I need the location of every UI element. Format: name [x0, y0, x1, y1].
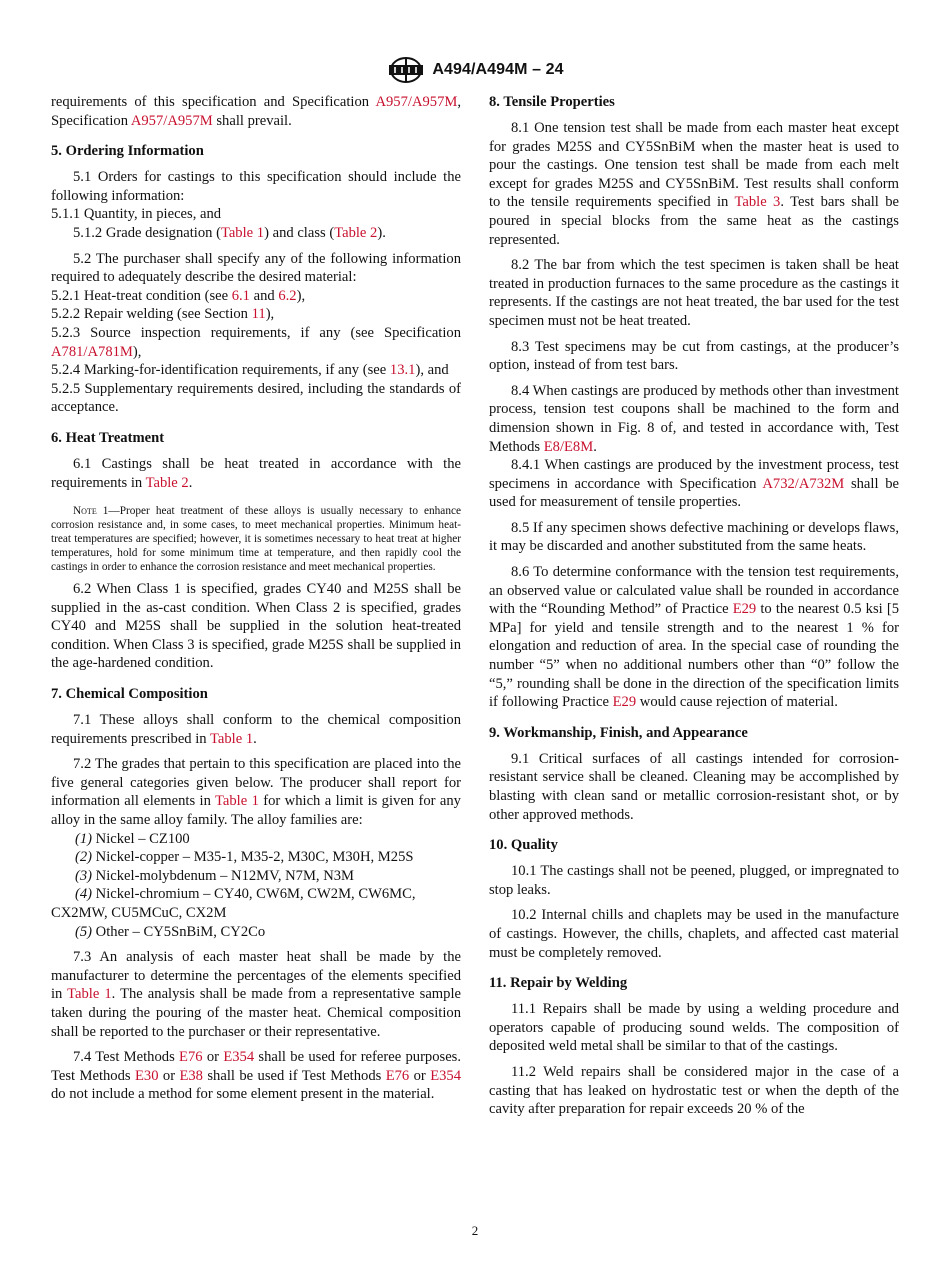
- link-e29[interactable]: E29: [612, 694, 637, 711]
- alloy-family-item: (4) Nickel-chromium – CY40, CW6M, CW2M, CW6MC, CX2MW, CU5MCuC, CX2M: [51, 886, 416, 921]
- paragraph-11-2: 11.2 Weld repairs shall be considered major in the case of a casting that has leaked on hydrostatic test or when the depth of the cavity after preparation for repair exceeds 20 % of the: [489, 1063, 899, 1118]
- section-heading-10: 10. Quality: [489, 837, 558, 854]
- page-number: 2: [471, 1223, 479, 1238]
- intro-paragraph: requirements of this specification and Specification A957/A957M, Specification A957/A957M shall prevail.: [51, 94, 461, 129]
- right-column: [489, 93, 899, 1126]
- link-6-2[interactable]: 6.2: [278, 287, 297, 304]
- section-heading-7: 7. Chemical Composition: [51, 686, 208, 703]
- paragraph-10-2: 10.2 Internal chills and chaplets may be used in the manufacture of castings. However, the chills, chaplets, and affected cast material must be completely removed.: [489, 907, 899, 961]
- link-e354[interactable]: E354: [223, 1049, 255, 1066]
- alloy-family-item: (1) Nickel – CZ100: [75, 830, 190, 847]
- link-section-11[interactable]: 11: [251, 306, 266, 323]
- section-heading-11: 11. Repair by Welding: [489, 975, 628, 992]
- link-table-2[interactable]: Table 2: [334, 224, 378, 241]
- paragraph-7-3: 7.3 An analysis of each master heat shall be made by the manufacturer to determine the percentages of the elements specified in Table 1. The analysis shall be made from a representative sample taken during the pouring of the master heat. Chemical composition shall be reported to the purchaser or their representative.: [51, 949, 461, 1040]
- paragraph-5-1-2: 5.1.2 Grade designation (Table 1) and class (Table 2).: [73, 224, 386, 241]
- link-a957[interactable]: A957/A957M: [375, 94, 458, 110]
- link-table-1[interactable]: Table 1: [210, 730, 254, 747]
- alloy-family-item: (3) Nickel-molybdenum – N12MV, N7M, N3M: [75, 867, 355, 884]
- paragraph-10-1: 10.1 The castings shall not be peened, plugged, or impregnated to stop leaks.: [489, 863, 899, 898]
- link-13-1[interactable]: 13.1: [389, 362, 416, 379]
- link-table-3[interactable]: Table 3: [734, 194, 781, 211]
- paragraph-8-1: 8.1 One tension test shall be made from each master heat except for grades M25S and CY5SnBiM when the master heat is used to pour the castings. One tension test shall be made from each melt except for grades M25S and CY5SnBiM. Test results shall conform to the tensile requirements specified in Table 3. Test bars shall be poured in special blocks from the same heat as the castings represented.: [489, 120, 899, 248]
- paragraph-6-1: 6.1 Castings shall be heat treated in accordance with the requirements in Table 2.: [51, 455, 461, 491]
- section-heading-9: 9. Workmanship, Finish, and Appearance: [489, 724, 748, 741]
- paragraph-8-5: 8.5 If any specimen shows defective machining or develops flaws, it may be discarded and another substituted from the same heats.: [489, 519, 899, 555]
- paragraph-6-2: 6.2 When Class 1 is specified, grades CY40 and M25S shall be supplied in the as-cast condition. When Class 2 is specified, grades CY40 and M25S shall be supplied in the solution heat-treated condition. When Class 3 is specified, grade M25S shall be supplied in the age-hardened condition.: [51, 581, 461, 672]
- link-a957[interactable]: A957/A957M: [130, 112, 213, 129]
- link-table-1[interactable]: Table 1: [220, 224, 265, 241]
- note-1: Note 1—Proper heat treatment of these alloys is usually necessary to enhance corrosion resistance and, in some cases, to meet mechanical properties. Minimum heat-treat temperatures are specified; however, it is sometimes necessary to heat treat at higher temperatures, hold for some minimum time at temperature, and then rapidly cool the castings in order to enhance the corrosion resistance and meet mechanical properties.: [51, 505, 461, 574]
- paragraph-8-4: 8.4 When castings are produced by methods other than investment process, tension test coupons shall be machined to the form and dimension shown in Fig. 8 of, and tested in accordance with, Test Methods E8/E8M.: [489, 382, 899, 455]
- paragraph-5-2-5: 5.2.5 Supplementary requirements desired, including the standards of acceptance.: [51, 380, 461, 416]
- link-e29[interactable]: E29: [732, 601, 757, 618]
- link-6-1[interactable]: 6.1: [231, 287, 250, 304]
- paragraph-7-4: 7.4 Test Methods E76 or E354 shall be used for referee purposes. Test Methods E30 or E38 shall be used if Test Methods E76 or E354 do not include a method for some element present in the material.: [51, 1049, 462, 1103]
- link-e38[interactable]: E38: [179, 1067, 203, 1084]
- paragraph-7-1: 7.1 These alloys shall conform to the chemical composition requirements prescribed in Table 1.: [51, 712, 461, 747]
- paragraph-5-1: 5.1 Orders for castings to this specification should include the following information:: [51, 169, 461, 204]
- section-heading-5: 5. Ordering Information: [51, 143, 204, 160]
- link-table-1[interactable]: Table 1: [67, 986, 112, 1003]
- paragraph-11-1: 11.1 Repairs shall be made by using a welding procedure and operators capable of producing sound welds. The composition of deposited weld metal shall be similar to that of the castings.: [489, 1001, 899, 1055]
- link-a732[interactable]: A732/A732M: [762, 475, 845, 492]
- link-e354[interactable]: E354: [430, 1067, 461, 1084]
- page-header: [0, 56, 950, 84]
- paragraph-5-2-1: 5.2.1 Heat-treat condition (see 6.1 and 6.2),: [51, 287, 306, 304]
- paragraph-8-4-1: 8.4.1 When castings are produced by the investment process, test specimens in accordance with Specification A732/A732M shall be used for measurement of tensile properties.: [489, 457, 899, 511]
- paragraph-5-2: 5.2 The purchaser shall specify any of the following information required to adequately describe the desired material:: [51, 250, 461, 286]
- note-label: Note 1: [73, 505, 109, 518]
- paragraph-5-2-3: 5.2.3 Source inspection requirements, if any (see Specification A781/A781M),: [51, 324, 461, 360]
- left-column: [51, 93, 461, 1111]
- paragraph-7-2: 7.2 The grades that pertain to this specification are placed into the five general categories given below. The producer shall report for information all elements in Table 1 for which a limit is given for any alloy in the same alloy family. The alloy families are:: [51, 756, 461, 829]
- link-e30[interactable]: E30: [134, 1067, 159, 1084]
- section-heading-6: 6. Heat Treatment: [51, 429, 165, 446]
- paragraph-5-2-2: 5.2.2 Repair welding (see Section 11),: [51, 306, 275, 323]
- document-designation: A494/A494M – 24: [432, 60, 564, 78]
- link-e8[interactable]: E8/E8M: [543, 438, 594, 455]
- alloy-family-item: (5) Other – CY5SnBiM, CY2Co: [75, 923, 266, 940]
- paragraph-9-1: 9.1 Critical surfaces of all castings intended for corrosion-resistant service shall be cleaned. Cleaning may be accomplished by blasting with clean sand or metallic corrosion-resistant shot, or by other approved methods.: [489, 750, 899, 823]
- paragraph-8-2: 8.2 The bar from which the test specimen is taken shall be heat treated in production furnaces to the same procedure as the castings it represents. If the castings are not heat treated, the bar used for the test specimen must not be heat treated.: [489, 257, 899, 329]
- paragraph-5-2-4: 5.2.4 Marking-for-identification requirements, if any (see 13.1), and: [51, 362, 449, 379]
- link-table-1[interactable]: Table 1: [215, 793, 259, 810]
- alloy-family-item: (2) Nickel-copper – M35-1, M35-2, M30C, M30H, M25S: [75, 849, 414, 866]
- paragraph-8-6: 8.6 To determine conformance with the tension test requirements, an observed value or calculated value shall be rounded in accordance with the “Rounding Method” of Practice E29 to the nearest 0.5 ksi [5 MPa] for yield and tensile strength and to the nearest 1 % for elongation and reduction of area. In the special case of rounding the number “5” when no additional numbers other than “0” follow the “5,” rounding shall be done in the direction of the specification limits if following Practice E29 would cause rejection of material.: [489, 564, 899, 711]
- link-a781[interactable]: A781/A781M: [51, 343, 133, 360]
- link-table-2[interactable]: Table 2: [145, 474, 189, 491]
- link-e76[interactable]: E76: [385, 1067, 410, 1084]
- paragraph-5-1-1: 5.1.1 Quantity, in pieces, and: [51, 206, 222, 223]
- section-heading-8: 8. Tensile Properties: [489, 94, 615, 110]
- paragraph-8-3: 8.3 Test specimens may be cut from castings, at the producer’s option, instead of from test bars.: [489, 338, 899, 374]
- astm-logo-icon: [386, 56, 426, 84]
- link-e76[interactable]: E76: [179, 1049, 203, 1066]
